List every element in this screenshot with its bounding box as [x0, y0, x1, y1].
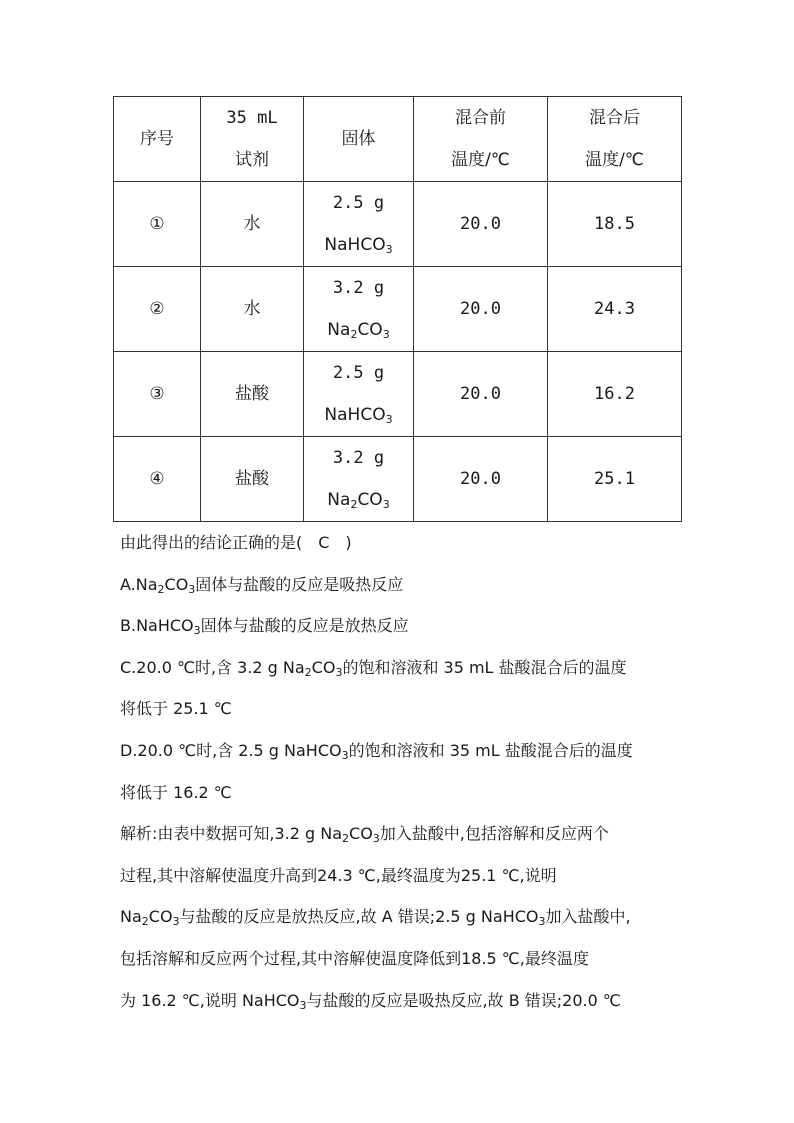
solid-cell: 2.5 g NaHCO$_3$: [304, 182, 414, 267]
analysis-line: 过程,其中溶解使温度升高到24.3 ℃,最终温度为25.1 ℃,说明: [120, 865, 557, 885]
reagent-cell: 盐酸: [201, 352, 304, 437]
temp-after: 16.2: [548, 352, 682, 437]
question-and-analysis: [120, 522, 680, 1021]
temp-before: 20.0: [414, 437, 548, 522]
option-c: C.20.0 ℃时,含 3.2 g $Na_2CO_3$的饱和溶液和 35 mL 盐酸混合后的温度: [120, 657, 627, 679]
solid-cell: 3.2 g $Na_2CO_3$: [304, 267, 414, 352]
option-d: D.20.0 ℃时,含 2.5 g NaHCO$_3$的饱和溶液和 35 mL 盐酸混合后的温度: [120, 740, 633, 762]
header-cell: 序号: [114, 97, 201, 182]
reagent-cell: 水: [201, 267, 304, 352]
header-cell: 固体: [304, 97, 414, 182]
table-header-row: [114, 97, 682, 182]
temp-after: 18.5: [548, 182, 682, 267]
table-row: [114, 267, 682, 352]
temp-before: 20.0: [414, 352, 548, 437]
analysis-line: 解析:由表中数据可知,3.2 g $Na_2CO_3$加入盐酸中,包括溶解和反应两个: [120, 824, 609, 846]
table-row: [114, 182, 682, 267]
question-stem: 由此得出的结论正确的是( C ): [120, 533, 352, 552]
option-d-continued: 将低于 16.2 ℃: [120, 782, 232, 802]
experiment-table: [113, 96, 682, 522]
table-row: [114, 352, 682, 437]
solid-cell: 2.5 g NaHCO$_3$: [304, 352, 414, 437]
analysis-line: $Na_2CO_3$与盐酸的反应是放热反应,故 A 错误;2.5 g NaHCO$_3$加入盐酸中,: [120, 907, 631, 929]
temp-after: 24.3: [548, 267, 682, 352]
row-number: ①: [114, 182, 201, 267]
temp-before: 20.0: [414, 267, 548, 352]
temp-after: 25.1: [548, 437, 682, 522]
header-cell: 混合后 温度/℃: [548, 97, 682, 182]
option-c-continued: 将低于 25.1 ℃: [120, 699, 232, 719]
temp-before: 20.0: [414, 182, 548, 267]
row-number: ②: [114, 267, 201, 352]
header-cell: 混合前 温度/℃: [414, 97, 548, 182]
analysis-line: 包括溶解和反应两个过程,其中溶解使温度降低到18.5 ℃,最终温度: [120, 948, 589, 968]
reagent-cell: 盐酸: [201, 437, 304, 522]
solid-cell: 3.2 g $Na_2CO_3$: [304, 437, 414, 522]
reagent-cell: 水: [201, 182, 304, 267]
table-row: [114, 437, 682, 522]
analysis-line: 为 16.2 ℃,说明 NaHCO$_3$与盐酸的反应是吸热反应,故 B 错误;20.0 ℃: [120, 990, 621, 1012]
row-number: ④: [114, 437, 201, 522]
option-a: $A.Na_2CO_3$固体与盐酸的反应是吸热反应: [120, 574, 404, 596]
header-cell: 35 mL 试剂: [201, 97, 304, 182]
option-b: B.NaHCO$_3$固体与盐酸的反应是放热反应: [120, 616, 409, 638]
row-number: ③: [114, 352, 201, 437]
